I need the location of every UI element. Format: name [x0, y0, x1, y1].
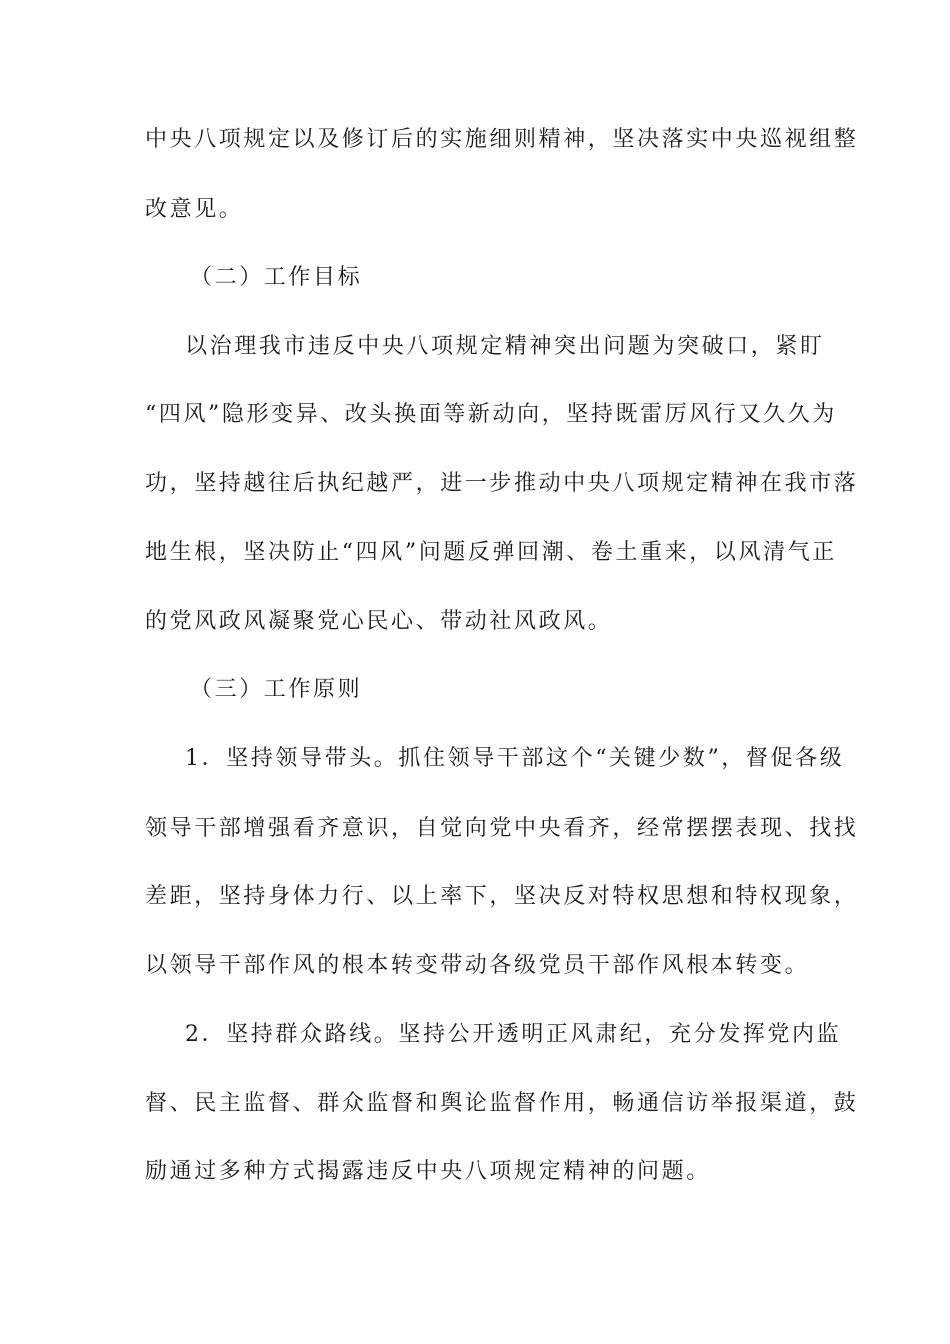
- paragraph-line: 改意见。: [145, 197, 244, 222]
- paragraph-line: 1．坚持领导带头。抓住领导干部这个“关键少数”，督促各级: [185, 746, 845, 771]
- paragraph-line: 励通过多种方式揭露违反中央八项规定精神的问题。: [145, 1159, 711, 1184]
- section-heading-work-principles: （三）工作原则: [190, 677, 363, 702]
- paragraph-line: 差距，坚持身体力行、以上率下，坚决反对特权思想和特权现象，: [145, 884, 859, 909]
- paragraph-line: 以领导干部作风的根本转变带动各级党员干部作风根本转变。: [145, 953, 810, 978]
- paragraph-line: 以治理我市违反中央八项规定精神突出问题为突破口，紧盯: [185, 334, 825, 359]
- section-heading-work-goals: （二）工作目标: [190, 265, 363, 290]
- paragraph-line: 功，坚持越往后执纪越严，进一步推动中央八项规定精神在我市落: [145, 471, 859, 496]
- paragraph-line: 领导干部增强看齐意识，自觉向党中央看齐，经常摆摆表现、找找: [145, 816, 859, 841]
- paragraph-line: 中央八项规定以及修订后的实施细则精神，坚决落实中央巡视组整: [145, 127, 859, 152]
- paragraph-line: 的党风政风凝聚党心民心、带动社风政风。: [145, 609, 613, 634]
- paragraph-line: “四风”隐形变异、改头换面等新动向，坚持既雷厉风行又久久为: [145, 402, 837, 427]
- paragraph-line: 2．坚持群众路线。坚持公开透明正风肃纪，充分发挥党内监: [185, 1022, 842, 1047]
- paragraph-line: 地生根，坚决防止“四风”问题反弹回潮、卷土重来，以风清气正: [145, 540, 837, 565]
- paragraph-line: 督、民主监督、群众监督和舆论监督作用，畅通信访举报渠道，鼓: [145, 1091, 859, 1116]
